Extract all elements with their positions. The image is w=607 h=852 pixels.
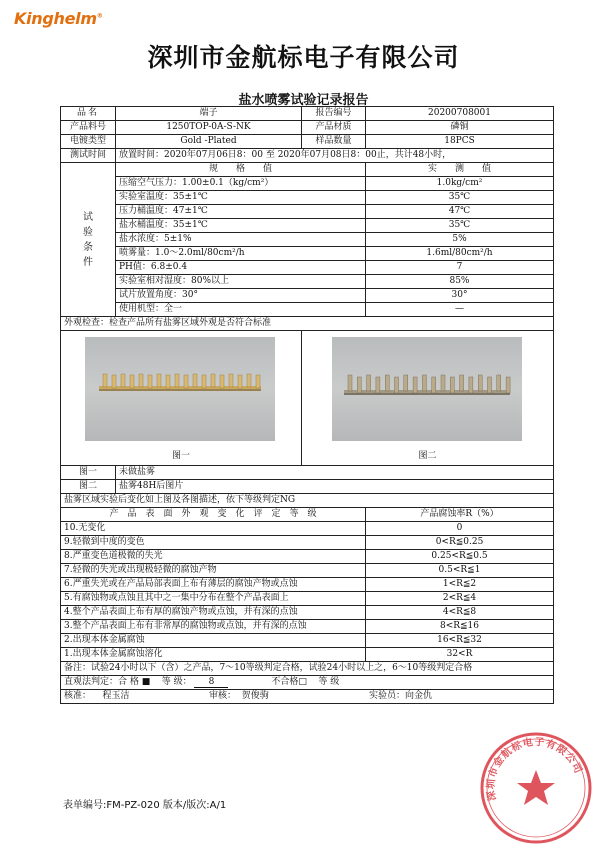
qty: 18PCS (366, 135, 554, 149)
terminal-pin (256, 375, 260, 388)
report-no: 20200708001 (366, 107, 554, 121)
material-label: 产品材质 (302, 121, 366, 135)
terminal-pin (238, 375, 242, 388)
terminal-pin (184, 375, 188, 388)
rating-rate: 16<R≦32 (366, 634, 554, 648)
condition-actual: 1.6ml/80cm²/h (366, 247, 554, 261)
signoff-row (61, 690, 554, 704)
figure-1-cell (61, 331, 302, 466)
condition-actual: 35℃ (366, 191, 554, 205)
terminal-pin (460, 375, 464, 391)
figure-2-photo (332, 337, 522, 441)
company-logo: Kinghelm® (14, 9, 103, 28)
verdict-prefix: 直观法判定：合 格 (64, 676, 139, 687)
rating-rate: 32<R (366, 648, 554, 662)
terminal-pin (348, 375, 352, 391)
approve-name: 程玉洁 (102, 691, 130, 701)
rating-desc: 6.严重失光或在产品局部表面上布有薄层的腐蚀产物或点蚀 (61, 578, 366, 592)
verdict-row (61, 676, 554, 690)
terminal-pin (193, 374, 197, 387)
terminal-pin (211, 374, 215, 387)
spec-header: 规 格 值 (116, 163, 366, 177)
terminal-pin (385, 375, 389, 391)
terminal-strip-image (85, 337, 275, 441)
figure-2-label: 图二 (61, 480, 116, 494)
terminal-pin (220, 375, 224, 388)
rating-desc: 3.整个产品表面上布有非常厚的腐蚀物或点蚀，并有深的点蚀 (61, 620, 366, 634)
terminal-strip-image (332, 337, 522, 441)
terminal-pin (422, 375, 426, 391)
condition-spec: 盐水浓度：5±1% (116, 233, 366, 247)
terminal-pin (506, 377, 510, 393)
figure-2-desc: 盐雾48H后图片 (116, 480, 554, 494)
condition-spec: 压缩空气压力：1.00±0.1（kg/cm²） (116, 177, 366, 191)
condition-actual: 30° (366, 289, 554, 303)
tester-label: 实验员： (369, 691, 406, 701)
rating-header-right: 产品腐蚀率R（%） (366, 508, 554, 522)
part-no-label: 产品料号 (61, 121, 116, 135)
terminal-pin (469, 377, 473, 393)
rating-desc: 2.出现本体金属腐蚀 (61, 634, 366, 648)
actual-header: 实 测 值 (366, 163, 554, 177)
rating-header-left: 产 品 表 面 外 观 变 化 评 定 等 级 (61, 508, 366, 522)
pass-checkbox: ■ (141, 676, 151, 687)
report-table (60, 106, 554, 704)
condition-spec: 盐水桶温度：35±1℃ (116, 219, 366, 233)
fail-label: 不合格 (271, 676, 299, 687)
figure-1-label: 图一 (61, 466, 116, 480)
condition-spec: 喷雾量：1.0～2.0ml/80cm²/h (116, 247, 366, 261)
grade-label-2: 等 级 (318, 676, 340, 687)
fail-checkbox: □ (298, 676, 307, 687)
rating-desc: 8.严重变色道极微的失光 (61, 550, 366, 564)
company-seal (478, 730, 594, 846)
rating-note: 备注：试验24小时以下（含）之产品，7～10等级判定合格，试验24小时以上之，6～10等级判定合格 (61, 662, 554, 676)
condition-spec: 实验室相对湿度：80%以上 (116, 275, 366, 289)
rating-desc: 1.出现本体金属腐蚀溶化 (61, 648, 366, 662)
rating-rate: 0 (366, 522, 554, 536)
appearance-conclusion: 盐雾区域实验后变化如上图及各图描述，依下等级判定NG (61, 494, 554, 508)
plating: Gold -Plated (116, 135, 302, 149)
appearance-check: 外观检查：检查产品所有盐雾区域外观是否符合标准 (61, 317, 554, 331)
rating-rate: 1<R≦2 (366, 578, 554, 592)
terminal-pin (413, 377, 417, 393)
part-no: 1250TOP-0A-S-NK (116, 121, 302, 135)
figure-1-photo (85, 337, 275, 441)
terminal-pin (157, 374, 161, 387)
rating-rate: 0<R≦0.25 (366, 536, 554, 550)
rating-rate: 4<R≦8 (366, 606, 554, 620)
seal-text: 深圳市金航标电子有限公司 (485, 736, 584, 802)
figure-1-desc: 未做盐雾 (116, 466, 554, 480)
terminal-pin (202, 375, 206, 388)
company-name: 深圳市金航标电子有限公司 (147, 43, 460, 72)
review-label: 审核： (209, 691, 237, 701)
condition-actual: 85% (366, 275, 554, 289)
terminal-pin (130, 375, 134, 388)
terminal-pin (488, 377, 492, 393)
product-name-label: 品名 (61, 107, 116, 121)
condition-actual: 7 (366, 261, 554, 275)
terminal-pin (166, 375, 170, 388)
tester-name: 向金仇 (405, 691, 433, 701)
report-no-label: 报告编号 (302, 107, 366, 121)
rating-desc: 7.轻微的失光或出现极轻微的腐蚀产物 (61, 564, 366, 578)
conditions-side-label: 试 验 条 件 (61, 163, 116, 317)
rating-desc: 9.轻微到中度的变色 (61, 536, 366, 550)
condition-spec: 试片放置角度：30° (116, 289, 366, 303)
rating-rate: 2<R≦4 (366, 592, 554, 606)
rating-desc: 10.无变化 (61, 522, 366, 536)
material: 磷铜 (366, 121, 554, 135)
condition-spec: PH值：6.8±0.4 (116, 261, 366, 275)
form-number: 表单编号:FM-PZ-020 版本/版次:A/1 (63, 800, 227, 811)
condition-actual: 5% (366, 233, 554, 247)
condition-actual: — (366, 303, 554, 317)
rating-desc: 5.有腐蚀物或点蚀且其中之一集中分布在整个产品表面上 (61, 592, 366, 606)
product-name: 端子 (116, 107, 302, 121)
rating-rate: 8<R≦16 (366, 620, 554, 634)
test-time: 放置时间：2020年07月06日8：00 至 2020年07月08日8：00止，共计48小时， (116, 149, 554, 163)
terminal-pin (478, 375, 482, 391)
grade-label-1: 等 级： (161, 676, 192, 687)
condition-spec: 实验室温度：35±1℃ (116, 191, 366, 205)
terminal-pin (247, 374, 251, 387)
terminal-pin (175, 374, 179, 387)
condition-spec: 使用机型：全一 (116, 303, 366, 317)
terminal-pin (395, 377, 399, 393)
grade-value: 8 (194, 678, 228, 688)
condition-actual: 35℃ (366, 219, 554, 233)
terminal-pin (497, 375, 501, 391)
rating-desc: 4.整个产品表面上布有厚的腐蚀产物或点蚀，并有深的点蚀 (61, 606, 366, 620)
terminal-pin (432, 377, 436, 393)
terminal-pin (112, 375, 116, 388)
terminal-pin (121, 374, 125, 387)
review-name: 贺俊驹 (241, 691, 269, 701)
approve-label: 核准： (64, 691, 92, 701)
rating-rate: 0.25<R≦0.5 (366, 550, 554, 564)
terminal-pin (148, 375, 152, 388)
condition-spec: 压力桶温度：47±1℃ (116, 205, 366, 219)
terminal-pin (357, 377, 361, 393)
condition-actual: 47℃ (366, 205, 554, 219)
figure-2-cell (302, 331, 554, 466)
report-title: 盐水喷雾试验记录报告 (238, 93, 369, 108)
terminal-pin (229, 374, 233, 387)
test-time-label: 测试时间 (61, 149, 116, 163)
figure-1-caption: 图一 (171, 451, 190, 461)
terminal-pin (103, 374, 107, 387)
terminal-pin (441, 375, 445, 391)
qty-label: 样品数量 (302, 135, 366, 149)
figure-2-caption: 图二 (418, 451, 437, 461)
rating-rate: 0.5<R≦1 (366, 564, 554, 578)
terminal-pin (404, 375, 408, 391)
terminal-pin (139, 374, 143, 387)
terminal-pin (367, 375, 371, 391)
terminal-pin (376, 377, 380, 393)
terminal-pin (450, 377, 454, 393)
plating-label: 电镀类型 (61, 135, 116, 149)
condition-actual: 1.0kg/cm² (366, 177, 554, 191)
